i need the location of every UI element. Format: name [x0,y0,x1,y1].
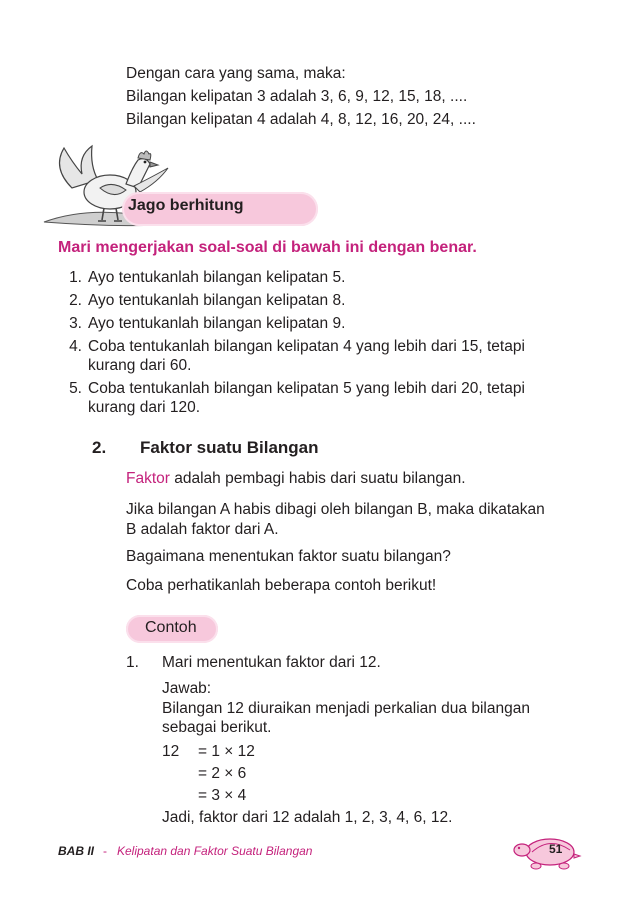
equation-lhs: 12 [162,743,180,760]
answer-label: Jawab: [162,680,212,697]
exercise-number: 3. [69,315,82,332]
footer-separator: - [103,844,107,858]
section-title: Faktor suatu Bilangan [140,438,319,457]
exercise-text: Coba tentukanlah bilangan kelipatan 5 yang lebih dari 20, tetapi [88,380,525,397]
intro-line-1: Dengan cara yang sama, maka: [126,65,346,82]
example-label: Contoh [145,619,197,636]
exercise-number: 4. [69,338,82,355]
paragraph-line: B adalah faktor dari A. [126,521,279,538]
example-title: Mari menentukan faktor dari 12. [162,654,381,671]
intro-line-3: Bilangan kelipatan 4 adalah 4, 8, 12, 16, 20, 24, .... [126,111,476,128]
footer-chapter-number: BAB II [58,844,94,858]
example-number: 1. [126,654,139,671]
exercise-text-cont: kurang dari 120. [88,399,201,416]
instruction-heading: Mari mengerjakan soal-soal di bawah ini dengan benar. [58,239,477,256]
definition-paragraph [126,469,466,488]
exercise-number: 5. [69,380,82,397]
conclusion-line: Jadi, faktor dari 12 adalah 1, 2, 3, 4, 6, 12. [162,809,453,826]
exercise-text: Ayo tentukanlah bilangan kelipatan 5. [88,269,346,286]
exercise-text: Ayo tentukanlah bilangan kelipatan 8. [88,292,346,309]
question-line: Bagaimana menentukan faktor suatu bilangan? [126,548,451,565]
intro-line-2: Bilangan kelipatan 3 adalah 3, 6, 9, 12, 15, 18, .... [126,88,468,105]
paragraph-line: Jika bilangan A habis dibagi oleh bilangan B, maka dikatakan [126,501,545,518]
footer-chapter-title: Kelipatan dan Faktor Suatu Bilangan [117,844,313,858]
exercise-text: Coba tentukanlah bilangan kelipatan 4 yang lebih dari 15, tetapi [88,338,525,355]
turtle-icon [512,830,582,872]
section-number: 2. [92,438,107,457]
banner-label: Jago berhitung [128,197,244,214]
definition-rest: adalah pembagi habis dari suatu bilangan. [169,470,466,487]
exercise-text-cont: kurang dari 60. [88,357,192,374]
answer-description: sebagai berikut. [162,719,272,736]
prompt-line: Coba perhatikanlah beberapa contoh berikut! [126,577,437,594]
equation-row: = 2 × 6 [198,765,247,782]
exercise-number: 1. [69,269,82,286]
answer-description: Bilangan 12 diuraikan menjadi perkalian dua bilangan [162,700,530,717]
equation-row: = 3 × 4 [198,787,247,804]
exercise-text: Ayo tentukanlah bilangan kelipatan 9. [88,315,346,332]
equation-row: = 1 × 12 [198,743,255,760]
definition-term: Faktor [126,470,170,487]
page-number: 51 [549,842,563,856]
exercise-number: 2. [69,292,82,309]
